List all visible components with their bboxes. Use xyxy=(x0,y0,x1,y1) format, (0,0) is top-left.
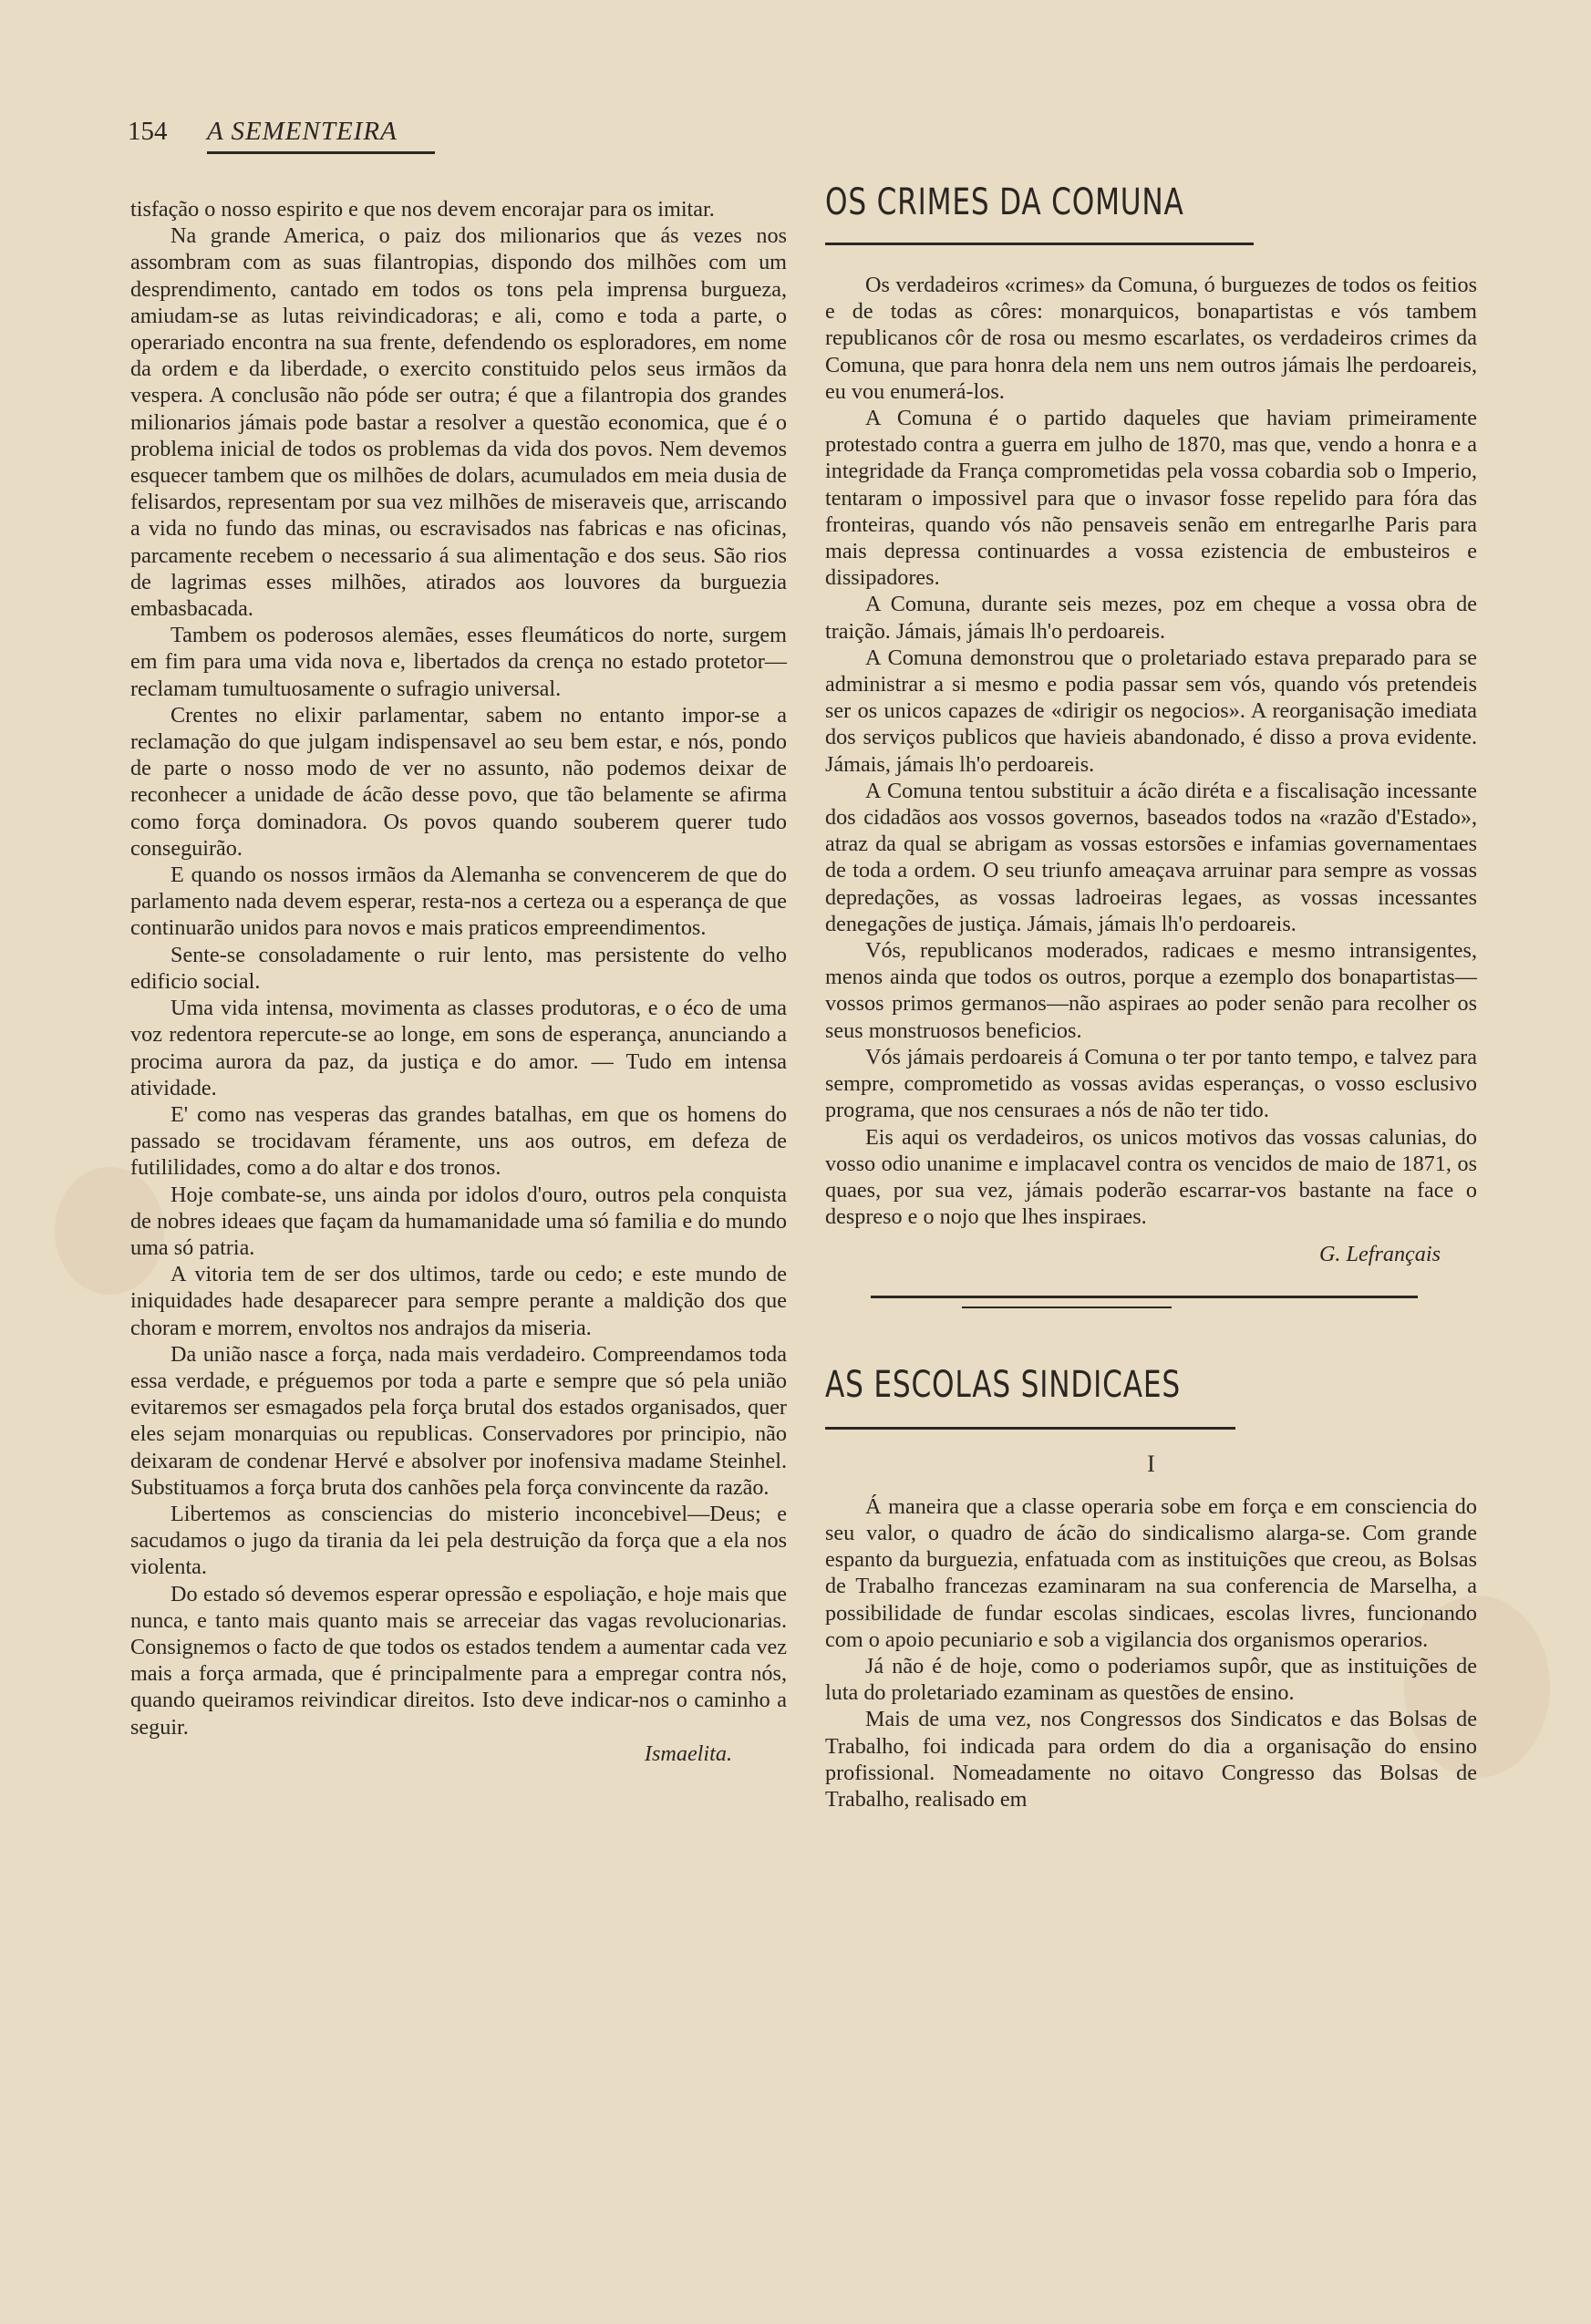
author-signature: G. Lefrançais xyxy=(1318,1242,1441,1267)
paragraph: A vitoria tem de ser dos ultimos, tarde ou cedo; e este mundo de iniquidades hade desaparecer para sempre perante a maldição dos que choram e morrem, envoltos nos andrajos da miseria. xyxy=(130,1262,787,1340)
article-header xyxy=(825,181,1477,248)
section-divider xyxy=(825,1296,1477,1350)
article-title: AS ESCOLAS SINDICAES xyxy=(825,1363,1181,1406)
author-signature: Ismaelita. xyxy=(644,1740,732,1766)
paragraph: Tambem os poderosos alemães, esses fleumáticos do norte, surgem em fim para uma vida nova e, libertados da crença no estado protetor—reclamam tumultuosamente o sufragio universal. xyxy=(130,623,787,701)
paragraph: A Comuna demonstrou que o proletariado estava preparado para se administrar a si mesmo e podia passar sem vós, quando vós pretendeis ser os unicos capazes de «dirigir os negocios». A reorganisação imediata dos serviços publicos que havieis abandonado, é disso a prova evidente. Jámais, jámais lh'o perdoareis. xyxy=(825,645,1477,777)
paragraph: Sente-se consoladamente o ruir lento, mas persistente do velho edificio social. xyxy=(130,942,787,994)
paragraph: A Comuna, durante seis mezes, poz em cheque a vossa obra de traição. Jámais, jámais lh'o perdoareis. xyxy=(825,592,1477,644)
paragraph: Na grande America, o paiz dos milionarios que ás vezes nos assombram com as suas filantropias, dispondo dos milhões com um desprendimento, cantado em todos os tons pela imprensa burgueza, amiudam-se as lutas reivindicadoras; e ali, como e toda a parte, o operariado encontra na sua frente, defendendo os esploradores, em nome da ordem e da liberdade, o exercito constituido pelos seus irmãos da vespera. A conclusão não póde ser outra; é que a filantropia dos grandes milionarios jámais pode bastar a resolver a questão economica, que é o problema inicial de todos os problemas da vida dos povos. Nem devemos esquecer tambem que os milhões de dolars, acumulados em meia dusia de felisardos, representam por sua vez milhões de miseraveis que, arriscando a vida no fundo das minas, ou escravisados nas fabricas e nas oficinas, parcamente recebem o necessario á sua alimentação e dos seus. São rios de lagrimas esses milhões, atirados aos louvores da burguezia embasbacada. xyxy=(130,223,787,622)
title-underline xyxy=(825,1427,1235,1430)
publication-title: A SEMENTEIRA xyxy=(207,117,398,146)
divider-line xyxy=(871,1296,1418,1298)
paragraph: Eis aqui os verdadeiros, os unicos motivos das vossas calunias, do vosso odio unanime e implacavel contra os vencidos de maio de 1871, os quaes, por sua vez, jámais poderão escarrar-vos bastante na face o despreso e o nojo que lhes inspiraes. xyxy=(825,1124,1477,1230)
paragraph: Hoje combate-se, uns ainda por idolos d'ouro, outros pela conquista de nobres ideaes que façam da humamanidade uma só familia e do mundo uma só patria. xyxy=(130,1182,787,1260)
paragraph: Crentes no elixir parlamentar, sabem no entanto impor-se a reclamação do que julgam indispensavel ao seu bem estar, e nós, pondo de parte o nosso modo de ver no assunto, não podemos deixar de reconhecer a unidade de ácão desse povo, que tão belamente se afirma como força dominadora. Os povos quando souberem querer tudo conseguirão. xyxy=(130,702,787,861)
paragraph: Uma vida intensa, movimenta as classes produtoras, e o éco de uma voz redentora repercute-se ao longe, em sons de esperança, anunciando a procima aurora da paz, da justiça e do amor. — Tudo em intensa atividade. xyxy=(130,996,787,1100)
page-number: 154 xyxy=(128,117,168,146)
paragraph: Vós, republicanos moderados, radicaes e mesmo intransigentes, menos ainda que todos os outros, porque a ezemplo dos bonapartistas—vossos primos germanos—não aspiraes ao poder senão para recolher os seus monstruosos beneficios. xyxy=(825,938,1477,1043)
paragraph: Do estado só devemos esperar opressão e espoliação, e hoje mais que nunca, e tanto mais quanto mais se arreceiar das vagas revolucionarias. Consignemos o facto de que todos os estados tendem a aumentar cada vez mais a força armada, que é principalmente para a empregar contra nós, quando queiramos reivindicar direitos. Isto deve indicar-nos o caminho a seguir. xyxy=(130,1581,787,1740)
title-underline xyxy=(825,243,1254,245)
paragraph: A Comuna tentou substituir a ácão diréta e a fiscalisação incessante dos cidadãos aos vossos governos, baseados todos na «razão d'Estado», atraz da qual se abrigam as vossas estorsões e infamias governamentaes de toda a ordem. O seu triunfo ameaçava arruinar para sempre as vossas depredações, as vossas ladroeiras legaes, as vossas incessantes denegações de justiça. Jámais, jámais lh'o perdoareis. xyxy=(825,778,1477,936)
paragraph: Mais de uma vez, nos Congressos dos Sindicatos e das Bolsas de Trabalho, foi indicada para ordem do dia a organisação do ensino profissional. Nomeadamente no oitavo Congresso das Bolsas de Trabalho, realisado em xyxy=(825,1707,1477,1812)
paragraph: Libertemos as consciencias do misterio inconcebivel—Deus; e sacudamos o jugo da tirania da lei pela destruição da força que a ela nos violenta. xyxy=(130,1501,787,1580)
paragraph: Os verdadeiros «crimes» da Comuna, ó burguezes de todos os feitios e de todas as côres: monarquicos, bonapartistas e vós tambem republicanos côr de rosa ou mesmo escarlates, os verdadeiros crimes da Comuna, que para honra dela nem uns nem outros jámais lhe perdoareis, eu vou enumerá-los. xyxy=(825,273,1477,404)
paragraph: Vós jámais perdoareis á Comuna o ter por tanto tempo, e talvez para sempre, comprometido as vossas avidas esperanças, o vosso esclusivo programa, que nos censuraes a nós de não ter tido. xyxy=(825,1044,1477,1123)
article-header xyxy=(825,1363,1477,1436)
header-rule xyxy=(207,151,435,154)
section-number: I xyxy=(1147,1450,1155,1477)
paragraph: tisfação o nosso espirito e que nos devem encorajar para os imitar. xyxy=(130,197,715,222)
page-header xyxy=(128,117,438,157)
paragraph: E quando os nossos irmãos da Alemanha se convencerem de que do parlamento nada devem esperar, resta-nos a certeza ou a esperança de que continuarão unidos para novos e mais praticos empreendimentos. xyxy=(130,862,787,941)
divider-line-short xyxy=(962,1307,1172,1308)
article-title: OS CRIMES DA COMUNA xyxy=(825,181,1184,223)
paragraph: E' como nas vesperas das grandes batalhas, em que os homens do passado se trocidavam féramente, uns aos outros, em defeza de futililidades, como a do altar e dos tronos. xyxy=(130,1101,787,1181)
left-column xyxy=(130,196,787,1767)
paragraph: A Comuna é o partido daqueles que haviam primeiramente protestado contra a guerra em julho de 1870, mas que, vendo a honra e a integridade da França comprometidas pela vossa cobardia sob o Imperio, tentaram o impossivel para que o invasor fosse repelido para fóra das fronteiras, quando vós não pensaveis senão em entregarlhe Paris para mais depressa continuardes a vossa ezistencia de embusteiros e dissipadores. xyxy=(825,406,1477,591)
right-column xyxy=(825,181,1477,1813)
paragraph: Já não é de hoje, como o poderiamos supôr, que as instituições de luta do proletariado ezaminam as questões de ensino. xyxy=(825,1653,1477,1706)
paragraph: Da união nasce a força, nada mais verdadeiro. Compreendamos toda essa verdade, e préguemos por toda a parte e sempre que só pela união evitaremos ser esmagados pela força brutal dos estados organisados, quer eles sejam monarquias ou republicas. Conservadores por principio, não deixaram de condenar Hervé e absolver por inofensiva madame Steinhel. Substituamos a força bruta dos canhões pela força convincente da razão. xyxy=(130,1341,787,1500)
paragraph: Á maneira que a classe operaria sobe em força e em consciencia do seu valor, o quadro de ácão do sindicalismo alarga-se. Com grande espanto da burguezia, enfatuada com as instituições que creou, as Bolsas de Trabalho francezas ezaminaram na sua conferencia de Marselha, a possibilidade de fundar escolas sindicaes, escolas livres, funcionando com o apoio pecuniario e sob a vigilancia dos organismos operarios. xyxy=(825,1493,1477,1652)
